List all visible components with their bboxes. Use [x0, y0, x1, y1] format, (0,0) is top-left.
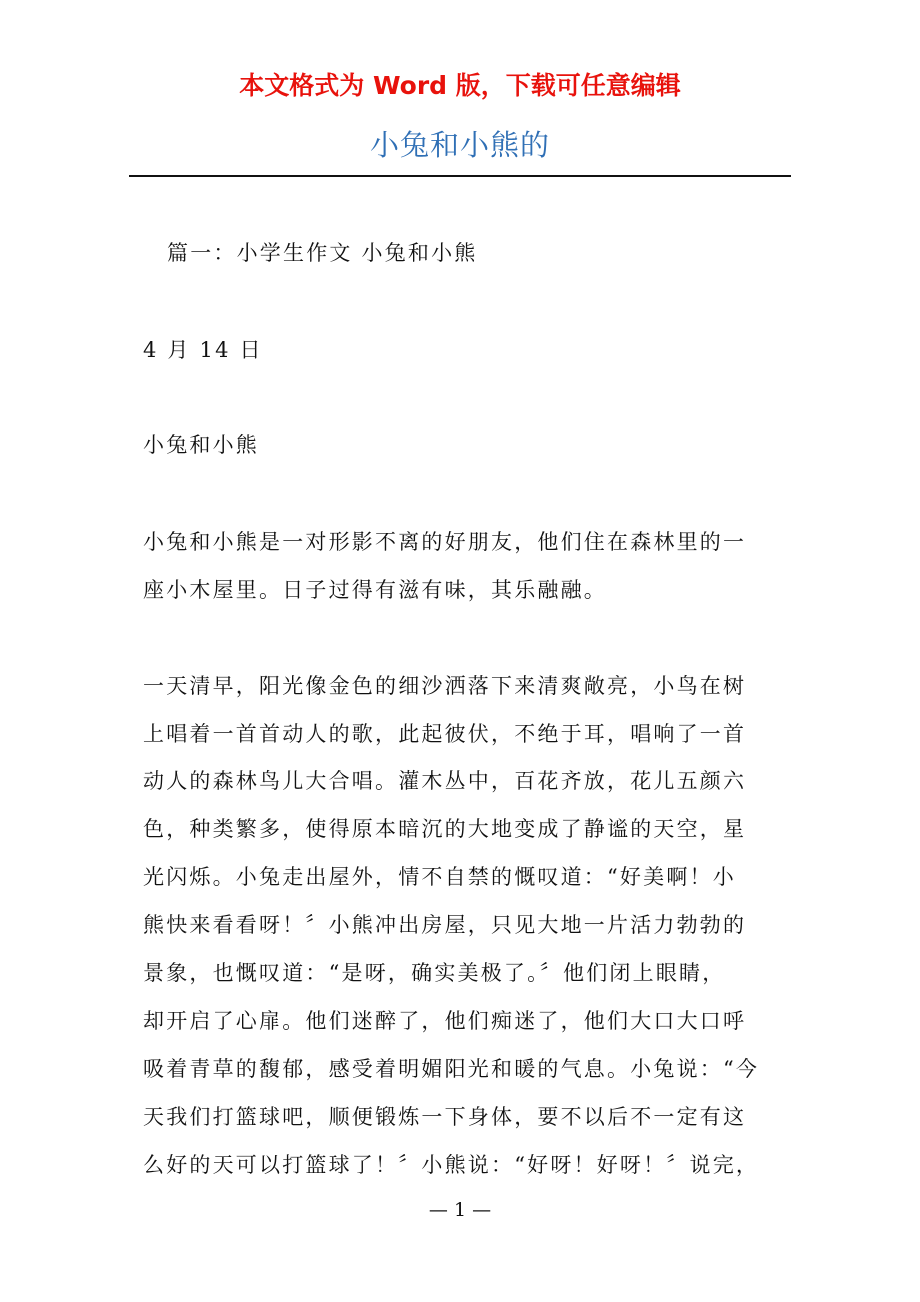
document-title: 小兔和小熊的	[369, 128, 550, 162]
header-divider	[129, 175, 791, 177]
paragraph-line: 么好的天可以打篮球了！〞小熊说：“好呀！好呀！〞说完，	[143, 1153, 760, 1177]
paragraph-line: 光闪烁。小兔走出屋外，情不自禁的慨叹道：“好美啊！小	[143, 865, 736, 889]
section-heading: 篇一：小学生作文 小兔和小熊	[167, 241, 478, 265]
paragraph-line: 景象，也慨叹道：“是呀，确实美极了。〞他们闭上眼睛，	[143, 961, 726, 985]
paragraph-line: 却开启了心扉。他们迷醉了，他们痴迷了，他们大口大口呼	[143, 1009, 747, 1033]
paragraph-line: 座小木屋里。日子过得有滋有味，其乐融融。	[143, 578, 607, 602]
paragraph-line: 天我们打篮球吧，顺便锻炼一下身体，要不以后不一定有这	[143, 1105, 747, 1129]
story-title: 小兔和小熊	[143, 433, 259, 457]
page-number: — 1 —	[428, 1199, 492, 1221]
paragraph-line: 小兔和小熊是一对形影不离的好朋友，他们住在森林里的一	[143, 530, 747, 554]
paragraph-line: 一天清早，阳光像金色的细沙洒落下来清爽敞亮，小鸟在树	[143, 674, 747, 698]
paragraph-line: 吸着青草的馥郁，感受着明媚阳光和暖的气息。小兔说：“今	[143, 1057, 760, 1081]
entry-date: 4 月 14 日	[143, 338, 263, 362]
paragraph-line: 色，种类繁多，使得原本暗沉的大地变成了静谧的天空，星	[143, 817, 747, 841]
paragraph-line: 熊快来看看呀！〞小熊冲出房屋，只见大地一片活力勃勃的	[143, 913, 747, 937]
format-notice: 本文格式为 Word 版，下载可任意编辑	[239, 71, 681, 100]
paragraph-line: 动人的森林鸟儿大合唱。灌木丛中，百花齐放，花儿五颜六	[143, 769, 747, 793]
paragraph-line: 上唱着一首首动人的歌，此起彼伏，不绝于耳，唱响了一首	[143, 722, 747, 746]
